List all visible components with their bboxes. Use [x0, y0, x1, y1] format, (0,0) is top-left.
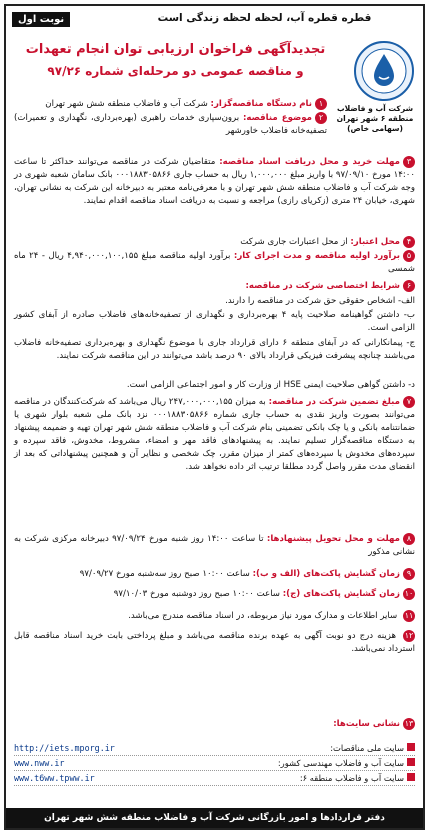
section-text: از محل اعتبارات جاری شرکت: [240, 237, 348, 247]
website-link[interactable]: www.nww.ir: [14, 758, 65, 768]
section-3: [14, 156, 415, 208]
section-11: [14, 610, 415, 623]
notice-title: تجدیدآگهی فراخوان ارزیابی توان انجام تعهدات: [25, 42, 326, 57]
footer-signature: دفتر قراردادها و امور بازرگانی شرکت آب و فاضلاب منطقه شش شهر تهران: [6, 808, 423, 828]
website-name: سایت آب و فاضلاب منطقه ۶:: [300, 771, 415, 785]
section-number: ۵: [403, 250, 415, 262]
website-link[interactable]: www.t6ww.tpww.ir: [14, 773, 95, 783]
bullet-icon: [407, 758, 415, 766]
websites-list: [14, 741, 415, 786]
condition-a: الف- اشخاص حقوقی حق شرکت در مناقصه را دارند.: [225, 296, 415, 306]
section-label: شرایط اختصاصی شرکت در مناقصه:: [245, 281, 400, 291]
website-name: سایت آب و فاضلاب مهندسی کشور:: [278, 756, 415, 770]
tender-notice: [4, 4, 425, 830]
section-label: مهلت و محل تحویل پیشنهادها:: [266, 534, 400, 544]
section-number: ۱۱: [404, 611, 414, 620]
section-number: ۸: [403, 533, 415, 545]
section-12: [14, 630, 415, 656]
section-number: ۹: [403, 568, 415, 580]
website-row: [14, 771, 415, 786]
website-link[interactable]: http://iets.mporg.ir: [14, 743, 115, 753]
section-label: موضوع مناقصه:: [242, 113, 313, 123]
section-text: برآورد اولیه مناقصه مبلغ ۴,۹۴۰,۰۰۰,۱۰۰,۱۵۵ ریال - ۲۴ ماه شمسی: [14, 251, 415, 274]
section-number: ۱۳: [404, 719, 414, 728]
section-number: ۲: [315, 112, 327, 124]
section-7: [14, 396, 415, 474]
section-label: محل اعتبار:: [350, 237, 400, 247]
section-number: ۶: [403, 280, 415, 292]
round-badge: نوبت اول: [12, 12, 70, 27]
section-4: [14, 236, 415, 249]
section-9: [14, 568, 415, 581]
section-text: متقاضیان شرکت در مناقصه می‌توانند حداکثر تا ساعت ۱۴:۰۰ مورخ ۹۷/۰۹/۱۰ با واریز مبلغ ۱,۰۰۰,۰۰۰ ریال به حساب جاری ۰۰۰۱۸۸۳۰۵۸۶۶ بانک سامان شعبه شهری در وجه شرکت آب و فاضلاب منطقه شش شهر تهران و با معرفی‌نامه معتبر به دبیرخانه این شرکت به نشانی تهران، شهری، خیابان ۲۴ متری (زکریای رازی) مراجعه و نسبت به دریافت اسناد مناقصه اقدام نمایند.: [14, 157, 415, 206]
slogan: قطره قطره آب، لحظه لحظه زندگی است: [157, 12, 372, 24]
section-label: نام دستگاه مناقصه‌گزار:: [210, 99, 312, 109]
condition-b: ب- داشتن گواهینامه صلاحیت پایه ۴ بهره‌برداری و نگهداری از تصفیه‌خانه‌های فاضلاب صادره از آبفای کشور الزامی است.: [14, 310, 415, 333]
section-1: [14, 98, 327, 111]
bullet-icon: [407, 773, 415, 781]
section-text: ساعت ۱۰:۰۰ صبح روز سه‌شنبه مورخ ۹۷/۰۹/۲۷: [79, 569, 250, 579]
notice-subtitle: و مناقصه عمومی دو مرحله‌ای شماره ۹۷/۲۶: [47, 64, 304, 78]
section-label: مبلغ تضمین شرکت در مناقصه:: [268, 397, 400, 407]
section-number: ۱۰: [404, 589, 414, 598]
bullet-icon: [407, 743, 415, 751]
section-text: به میزان ۲۴۷,۰۰۰,۰۰۰,۱۵۵ ریال می‌باشد که شرکت‌کنندگان در مناقصه می‌توانند بصورت واریز نقدی به حساب جاری شماره ۰۰۰۱۸۸۳۰۵۸۶۶ نزد بانک ملی شعبه بلوار شهری یا ضمانتنامه بانکی و یا چک بانکی تضمینی بنام شرکت آب و فاضلاب منطقه شش شهر تهران تهیه و ضمیمه پیشنهاد به دستگاه مناقصه‌گزار تسلیم نمایند. به پیشنهادهای فاقد مهر و امضاء، مشروط، مخدوش، فاقد سپرده و سپرده‌های مخدوش یا سپرده‌های کمتر از میزان مقرر، چک شخصی و نظایر آن و همچنین پیشنهاداتی که بعد از انقضای مدت مقرر واصل گردد مطلقا ترتیب اثر داده نخواهد شد.: [14, 397, 415, 472]
section-label: مهلت خرید و محل دریافت اسناد مناقصه:: [219, 157, 400, 167]
section-6: [14, 280, 415, 293]
section-10: [14, 588, 415, 601]
section-number: ۳: [403, 156, 415, 168]
section-2: [14, 112, 327, 138]
section-number: ۱: [315, 98, 327, 110]
section-text: برون‌سپاری خدمات راهبری (بهره‌برداری، نگهداری و تعمیرات) تصفیه‌خانه فاضلاب خاورشهر: [14, 113, 327, 136]
condition-d: د- داشتن گواهی صلاحیت ایمنی HSE از وزارت کار و امور اجتماعی الزامی است.: [126, 380, 415, 390]
section-text: شرکت آب و فاضلاب منطقه شش شهر تهران: [45, 99, 208, 109]
section-5: [14, 250, 415, 276]
website-name: سایت ملی مناقصات:: [330, 741, 415, 755]
section-number: ۷: [403, 396, 415, 408]
section-label: زمان گشایش پاکت‌های (ج):: [282, 589, 400, 599]
website-row: [14, 741, 415, 756]
section-number: ۱۲: [404, 631, 414, 640]
section-text: ساعت ۱۰:۰۰ صبح روز دوشنبه مورخ ۹۷/۱۰/۰۳: [113, 589, 281, 599]
section-label: برآورد اولیه مناقصه و مدت اجرای کار:: [233, 251, 401, 261]
section-label: نشانی سایت‌ها:: [333, 719, 400, 729]
section-label: زمان گشایش پاکت‌های (الف و ب):: [252, 569, 400, 579]
section-13: [14, 718, 415, 731]
section-text: تا ساعت ۱۴:۰۰ روز شنبه مورخ ۹۷/۰۹/۲۴ دبیرخانه مرکزی شرکت به نشانی مذکور: [14, 534, 415, 557]
website-row: [14, 756, 415, 771]
condition-c: ج- پیمانکارانی که در آبفای منطقه ۶ دارای قرارداد جاری با موضوع نگهداری و بهره‌برداری تصفیه‌خانه فاضلاب می‌باشند چنانچه پیشرفت فیزیکی قرارداد بالای ۹۰ درصد باشد می‌توانند در این مناقصه شرکت نمایند.: [14, 338, 416, 361]
section-text: هزینه درج دو نوبت آگهی به عهده برنده مناقصه می‌باشد و مبلغ پرداختی بابت خرید اسناد مناقصه قابل استرداد نمی‌باشد.: [14, 631, 415, 654]
section-number: ۴: [403, 236, 415, 248]
section-8: [14, 533, 415, 559]
company-name: شرکت آب و فاضلاب منطقه ۶ شهر تهران (سهامی خاص): [336, 104, 414, 133]
section-text: سایر اطلاعات و مدارک مورد نیاز مربوطه، در اسناد مناقصه مندرج می‌باشد.: [128, 611, 398, 621]
water-company-logo-icon: [353, 40, 415, 102]
